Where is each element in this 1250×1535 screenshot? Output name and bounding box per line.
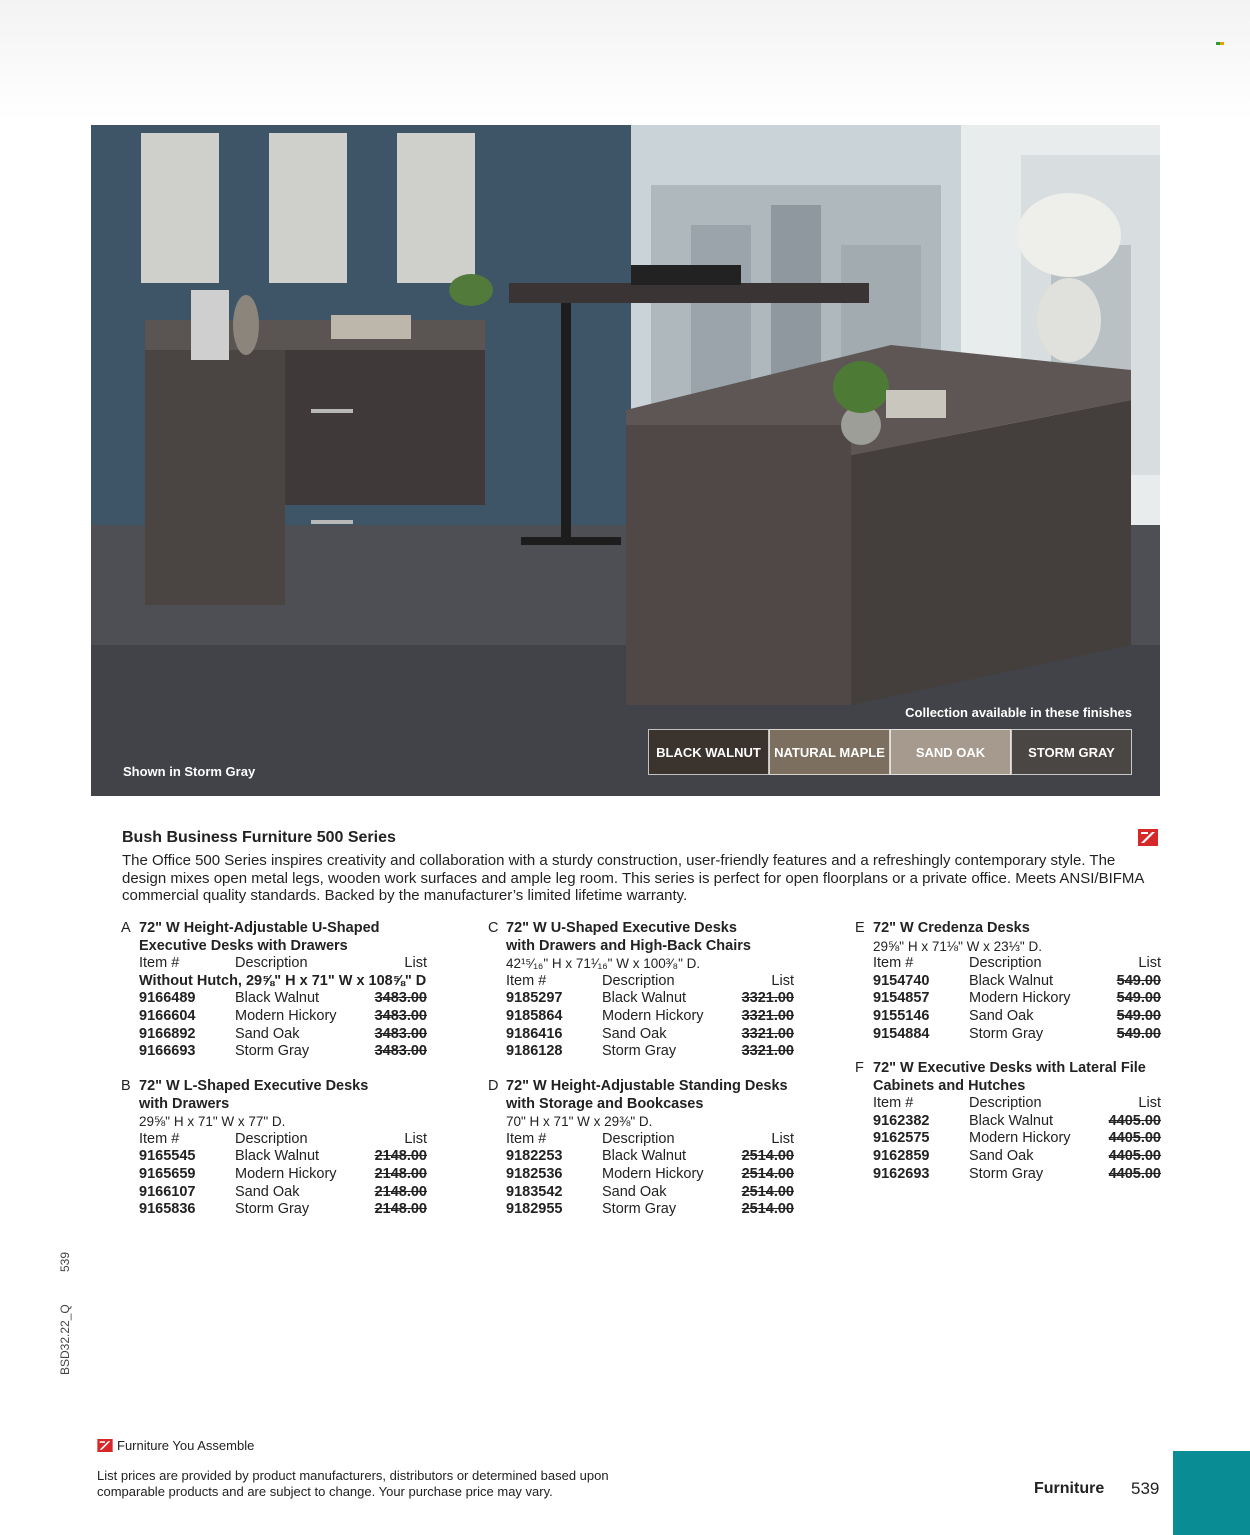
finishes-caption: Collection available in these finishes: [905, 705, 1132, 720]
product-letter: F: [855, 1060, 864, 1076]
table-row: 9186128 Storm Gray 3321.00: [506, 1043, 794, 1060]
finish-swatches: [648, 729, 1132, 775]
table-header: Item # Description List: [506, 1130, 794, 1147]
table-row: 9186416 Sand Oak 3321.00: [506, 1025, 794, 1042]
table-header: Item # Description List: [873, 1095, 1161, 1112]
product-dimensions: 70" H x 71" W x 29⅜" D.: [506, 1114, 653, 1130]
table-row: 9166604 Modern Hickory 3483.00: [139, 1007, 427, 1024]
assembly-logo-icon: [1138, 829, 1158, 846]
corner-color-mark: [1216, 32, 1224, 38]
product-photo: [91, 125, 1160, 796]
product-title-line1: 72" W Executive Desks with Lateral File: [873, 1060, 1146, 1076]
product-title-line1: 72" W U-Shaped Executive Desks: [506, 920, 737, 936]
top-fade: [0, 0, 1250, 120]
table-row: 9166892 Sand Oak 3483.00: [139, 1025, 427, 1042]
product-letter: D: [488, 1078, 499, 1094]
table-row: 9154884 Storm Gray 549.00: [873, 1025, 1161, 1042]
product-d: [488, 1078, 826, 1219]
product-c: [488, 920, 806, 1061]
product-f: [855, 1060, 1173, 1183]
swatch-natural-maple: NATURAL MAPLE: [769, 729, 890, 775]
product-title-line2: with Storage and Bookcases: [506, 1095, 704, 1112]
table-row: 9166107 Sand Oak 2148.00: [139, 1183, 427, 1200]
shown-in-caption: Shown in Storm Gray: [123, 764, 256, 779]
footer-page-number: 539: [1131, 1479, 1160, 1498]
table-row: 9165836 Storm Gray 2148.00: [139, 1201, 427, 1218]
product-title-line1: 72" W Height-Adjustable Standing Desks: [506, 1078, 788, 1094]
office-scene-illustration: [91, 125, 1160, 796]
table-header: Item # Description List: [873, 955, 1161, 972]
product-title-line2: Executive Desks with Drawers: [139, 937, 348, 954]
swatch-black-walnut: BLACK WALNUT: [648, 729, 769, 775]
product-dimensions: 29⅝" H x 71⅛" W x 23⅓" D.: [873, 938, 1042, 954]
assembly-legend-text: Furniture You Assemble: [117, 1438, 255, 1453]
swatch-sand-oak: SAND OAK: [890, 729, 1011, 775]
product-subhead: Without Hutch, 29⅝" H x 71" W x 108⅝" D: [139, 972, 427, 989]
assembly-logo-icon: [97, 1439, 113, 1452]
swatch-storm-gray: STORM GRAY: [1011, 729, 1132, 775]
product-dimensions: 42¹⁵⁄₁₆" H x 71¹⁄₁₆" W x 100³⁄₈" D.: [506, 956, 701, 972]
product-a: [121, 920, 439, 1061]
table-row: 9182955 Storm Gray 2514.00: [506, 1201, 794, 1218]
table-header: Item # Description List: [506, 972, 794, 989]
table-row: 9155146 Sand Oak 549.00: [873, 1007, 1161, 1024]
page-tab: [1173, 1451, 1250, 1535]
product-title-line1: 72" W Credenza Desks: [873, 920, 1030, 936]
product-title-line1: 72" W L-Shaped Executive Desks: [139, 1078, 369, 1094]
table-row: 9182536 Modern Hickory 2514.00: [506, 1165, 794, 1182]
table-row: 9165545 Black Walnut 2148.00: [139, 1148, 427, 1165]
table-row: 9166489 Black Walnut 3483.00: [139, 990, 427, 1007]
product-title-line2: Cabinets and Hutches: [873, 1077, 1026, 1094]
price-disclaimer: List prices are provided by product manufacturers, distributors or determined based upon comparable products and are subject to change. Your purchase price may vary.: [97, 1468, 609, 1499]
table-row: 9162859 Sand Oak 4405.00: [873, 1147, 1161, 1164]
table-row: 9154857 Modern Hickory 549.00: [873, 990, 1161, 1007]
table-row: 9165659 Modern Hickory 2148.00: [139, 1165, 427, 1182]
table-row: 9183542 Sand Oak 2514.00: [506, 1183, 794, 1200]
product-title-line2: with Drawers and High-Back Chairs: [506, 937, 751, 954]
series-title: Bush Business Furniture 500 Series: [122, 829, 396, 846]
product-title-line1: 72" W Height-Adjustable U-Shaped: [139, 920, 380, 936]
product-b: [121, 1078, 439, 1219]
table-row: 9182253 Black Walnut 2514.00: [506, 1148, 794, 1165]
table-row: 9185864 Modern Hickory 3321.00: [506, 1007, 794, 1024]
table-row: 9185297 Black Walnut 3321.00: [506, 990, 794, 1007]
side-catalog-code: BSD32.22_Q: [58, 1304, 72, 1375]
product-letter: E: [855, 920, 865, 936]
product-letter: B: [121, 1078, 131, 1094]
series-intro: The Office 500 Series inspires creativity and collaboration with a sturdy construction, user-friendly features and a refreshingly contemporary style. The design mixes open metal legs, wooden work surfaces and ample leg room. This series is perfect for open floorplans or a private office. Meets ANSI/BIFMA commercial quality standards. Backed by the manufacturer’s limited lifetime warranty.: [122, 852, 1144, 904]
product-e: [855, 920, 1173, 1043]
product-title-line2: with Drawers: [139, 1095, 230, 1112]
product-letter: A: [121, 920, 131, 936]
footer-category: Furniture: [1034, 1480, 1105, 1497]
table-row: 9162382 Black Walnut 4405.00: [873, 1112, 1161, 1129]
table-header: Item # Description List: [139, 1130, 427, 1147]
table-row: 9162575 Modern Hickory 4405.00: [873, 1130, 1161, 1147]
table-row: 9154740 Black Walnut 549.00: [873, 972, 1161, 989]
assembly-legend: [97, 1438, 254, 1453]
table-row: 9162693 Storm Gray 4405.00: [873, 1165, 1161, 1182]
table-header: Item # Description List: [139, 955, 427, 972]
product-dimensions: 29⅝" H x 71" W x 77" D.: [139, 1114, 286, 1130]
table-row: 9166693 Storm Gray 3483.00: [139, 1043, 427, 1060]
product-letter: C: [488, 920, 499, 936]
side-page-number: 539: [58, 1251, 72, 1272]
